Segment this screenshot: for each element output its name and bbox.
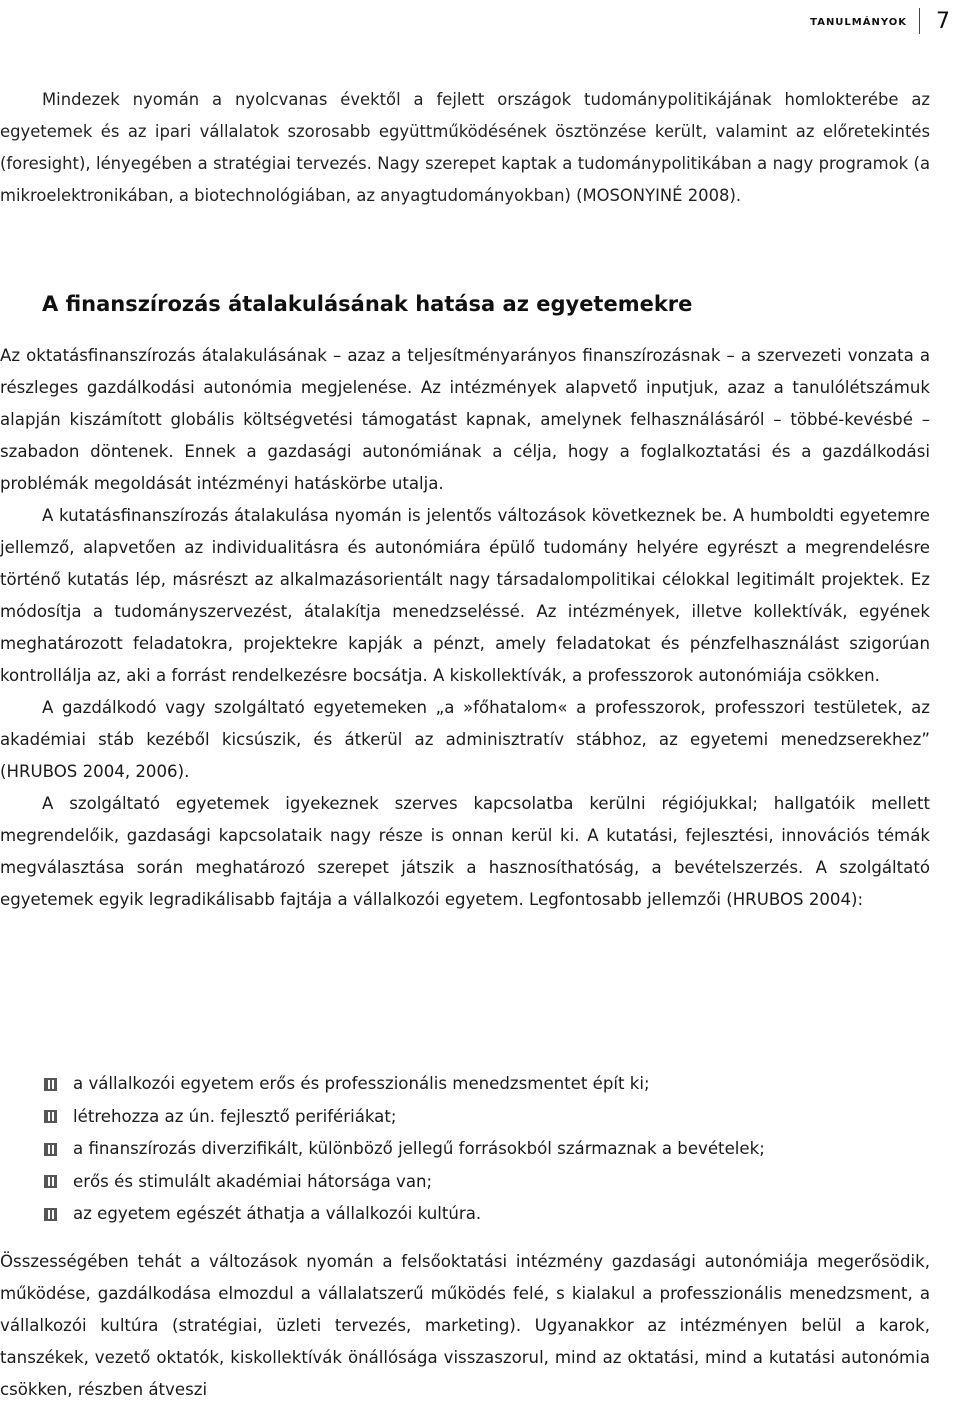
page-number: 7 (936, 8, 950, 34)
square-bullet-icon (44, 1078, 57, 1091)
header-divider (919, 8, 920, 34)
list-item: az egyetem egészét áthatja a vállalkozói kultúra. (44, 1198, 924, 1231)
section-heading: A finanszírozás átalakulásának hatása az egyetemekre (42, 292, 693, 316)
body-text (0, 340, 930, 916)
paragraph-3: A gazdálkodó vagy szolgáltató egyetemeken „a »főhatalom« a professzorok, professzori testületek, az akadémiai stáb kezéből kicsúszik, és átkerül az adminisztratív stábhoz, az egyetemi menedzserekhez” (HRUBOS 2004, 2006). (0, 698, 930, 781)
closing-text (0, 1246, 930, 1406)
paragraph-4: A szolgáltató egyetemek igyekeznek szerves kapcsolatba kerülni régiójukkal; hallgatóik mellett megrendelőik, gazdasági kapcsolataik nagy része is onnan kerül ki. A kutatási, fejlesztési, innovációs témák megválasztása során meghatározó szerepet játszik a hasznosíthatóság, a bevételszerzés. A szolgáltató egyetemek egyik legradikálisabb fajtája a vállalkozói egyetem. Legfontosabb jellemzői (HRUBOS 2004): (0, 794, 930, 909)
intro-paragraph-block (0, 84, 930, 212)
list-item: létrehozza az ún. fejlesztő perifériákat; (44, 1101, 924, 1134)
intro-paragraph: Mindezek nyomán a nyolcvanas évektől a fejlett országok tudománypolitikájának homlokterébe az egyetemek és az ipari vállalatok szorosabb együttműködésének ösztönzése került, valamint az előretekintés (foresight), lényegében a stratégiai tervezés. Nagy szerepet kaptak a tudománypolitikában a nagy programok (a mikroelektronikában, a biotechnológiában, az anyagtudományokban) (MOSONYINÉ 2008). (0, 90, 930, 205)
square-bullet-icon (44, 1143, 57, 1156)
square-bullet-icon (44, 1110, 57, 1123)
paragraph-1: Az oktatásfinanszírozás átalakulásának – azaz a teljesítményarányos finanszírozásnak – a szervezeti vonzata a részleges gazdálkodási autonómia megjelenése. Az intézmények alapvető inputjuk, azaz a tanulólétszámuk alapján kiszámított globális költségvetési támogatást kapnak, amelynek felhasználásáról – többé-kevésbé – szabadon döntenek. Ennek a gazdasági autonómiának a célja, hogy a foglalkoztatási és a gazdálkodási problémák megoldását intézményi hatáskörbe utalja. (0, 346, 930, 493)
list-item: erős és stimulált akadémiai hátorsága van; (44, 1166, 924, 1199)
square-bullet-icon (44, 1208, 57, 1221)
list-item: a finanszírozás diverzifikált, különböző jellegű forrásokból származnak a bevételek; (44, 1133, 924, 1166)
list-item: a vállalkozói egyetem erős és professzionális menedzsmentet épít ki; (44, 1068, 924, 1101)
square-bullet-icon (44, 1175, 57, 1188)
paragraph-2: A kutatásfinanszírozás átalakulása nyomán is jelentős változások következnek be. A humboldti egyetemre jellemző, alapvetően az individualitásra és autonómiára épülő tudomány helyére egyrészt a megrendelésre történő kutatás lép, másrészt az alkalmazásorientált nagy társadalompolitikai célokkal legitimált projektek. Ez módosítja a tudományszervezést, átalakítja menedzseléssé. Az intézmények, illetve kollektívák, egyének meghatározott feladatokra, projektekre kapják a pénzt, amely feladatokat és pénzfelhasználást szigorúan kontrollálja az, aki a forrást rendelkezésre bocsátja. A kiskollektívák, a professzorok autonómiája csökken. (0, 506, 930, 685)
closing-paragraph: Összességében tehát a változások nyomán a felsőoktatási intézmény gazdasági autonómiája megerősödik, működése, gazdálkodása elmozdul a vállalatszerű működés felé, s kialakul a professzionális menedzsment, a vállalkozói kultúra (stratégiai, üzleti tervezés, marketing). Ugyanakkor az intézményen belül a karok, tanszékek, vezető oktatók, kiskollektívák önállósága visszaszorul, mind az oktatási, mind a kutatási autonómia csökken, részben átveszi (0, 1252, 930, 1399)
section-title: tanulmányok (810, 13, 907, 29)
feature-list (44, 1068, 924, 1231)
running-header (810, 6, 960, 36)
